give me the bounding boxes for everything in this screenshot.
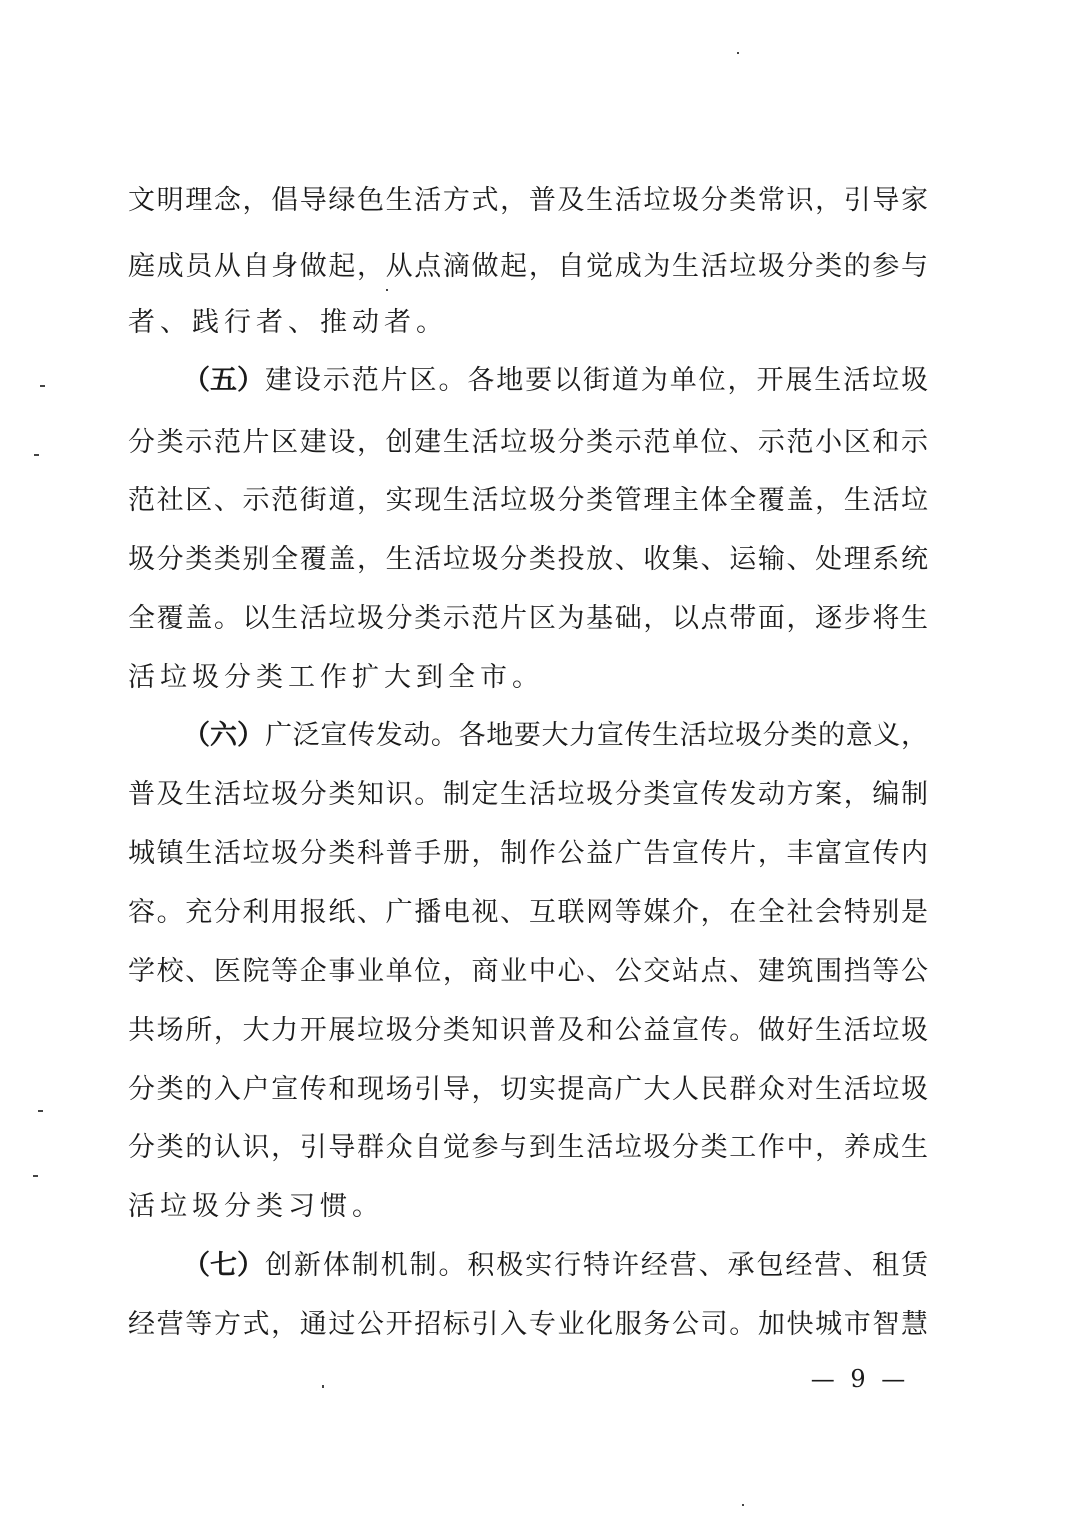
text-line-11: 普及生活垃圾分类知识。制定生活垃圾分类宣传发动方案，编制 bbox=[128, 779, 928, 810]
text-line-12: 城镇生活垃圾分类科普手册，制作公益广告宣传片，丰富宣传内 bbox=[128, 838, 928, 869]
text-line-15: 共场所，大力开展垃圾分类知识普及和公益宣传。做好生活垃圾 bbox=[128, 1015, 928, 1046]
section-six-heading-line bbox=[183, 716, 928, 756]
text-line-2: 庭成员从自身做起，从点滴做起，自觉成为生活垃圾分类的参与 bbox=[128, 251, 928, 282]
text-line-18: 活垃圾分类习惯。 bbox=[128, 1191, 384, 1222]
text-line-4: 建设示范片区。各地要以街道为单位，开展生活垃圾 bbox=[265, 365, 928, 396]
section-five-label: （五） bbox=[183, 365, 264, 396]
text-line-20: 经营等方式，通过公开招标引入专业化服务公司。加快城市智慧 bbox=[128, 1309, 928, 1340]
text-line-10: 广泛宣传发动。各地要大力宣传生活垃圾分类的意义， bbox=[265, 720, 928, 751]
scan-speck bbox=[33, 1175, 38, 1177]
text-line-6: 范社区、示范街道，实现生活垃圾分类管理主体全覆盖，生活垃 bbox=[128, 485, 928, 516]
section-five-heading-line bbox=[183, 361, 928, 401]
scan-speck bbox=[38, 1110, 43, 1112]
text-line-3: 者、践行者、推动者。 bbox=[128, 307, 448, 338]
text-line-14: 学校、医院等企事业单位，商业中心、公交站点、建筑围挡等公 bbox=[128, 956, 928, 987]
text-line-7: 圾分类类别全覆盖，生活垃圾分类投放、收集、运输、处理系统 bbox=[128, 544, 928, 575]
section-six-label: （六） bbox=[183, 720, 264, 751]
scan-speck bbox=[737, 52, 739, 54]
scan-speck bbox=[386, 289, 388, 291]
text-line-9: 活垃圾分类工作扩大到全市。 bbox=[128, 662, 544, 693]
text-line-1: 文明理念，倡导绿色生活方式，普及生活垃圾分类常识，引导家 bbox=[128, 185, 928, 216]
text-line-19: 创新体制机制。积极实行特许经营、承包经营、租赁 bbox=[265, 1250, 928, 1281]
scan-speck bbox=[40, 385, 45, 387]
text-line-8: 全覆盖。以生活垃圾分类示范片区为基础，以点带面，逐步将生 bbox=[128, 603, 928, 634]
text-line-5: 分类示范片区建设，创建生活垃圾分类示范单位、示范小区和示 bbox=[128, 427, 928, 458]
scan-speck bbox=[322, 1385, 324, 1388]
scan-speck bbox=[34, 454, 39, 456]
section-seven-label: （七） bbox=[183, 1250, 264, 1281]
scan-speck bbox=[742, 1504, 744, 1506]
text-line-13: 容。充分利用报纸、广播电视、互联网等媒介，在全社会特别是 bbox=[128, 897, 928, 928]
text-line-16: 分类的入户宣传和现场引导，切实提高广大人民群众对生活垃圾 bbox=[128, 1074, 928, 1105]
page-number: — 9 — bbox=[810, 1365, 910, 1393]
section-seven-heading-line bbox=[183, 1246, 928, 1286]
text-line-17: 分类的认识，引导群众自觉参与到生活垃圾分类工作中，养成生 bbox=[128, 1132, 928, 1163]
